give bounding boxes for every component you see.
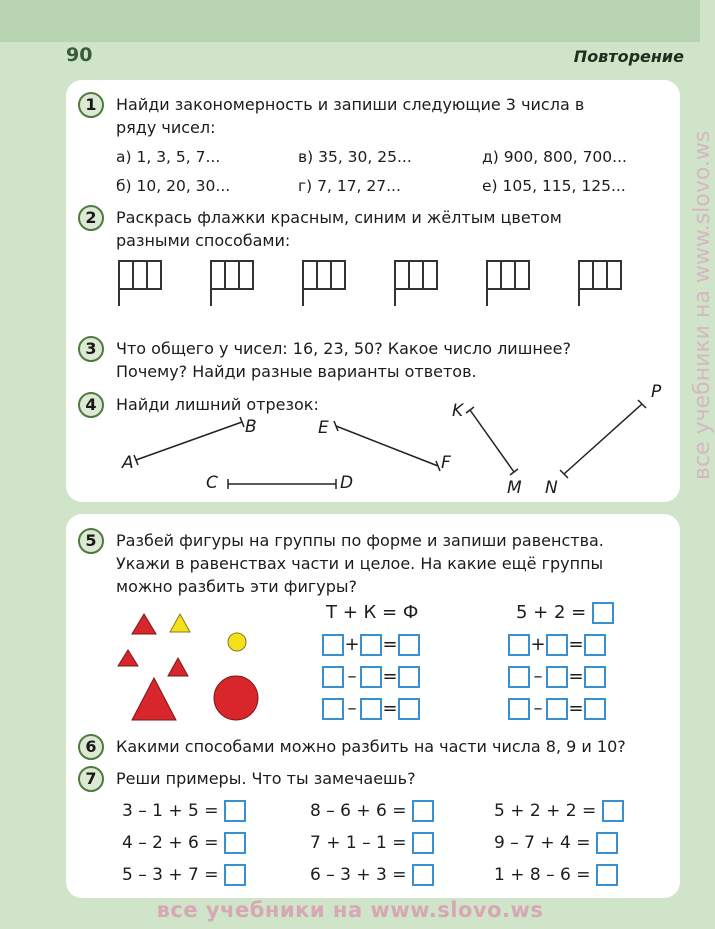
segment-ab <box>136 422 242 460</box>
page-number: 90 <box>66 44 93 66</box>
task1-seq-b: б) 10, 20, 30... <box>116 177 231 195</box>
answer-box[interactable] <box>322 698 344 720</box>
task1-seq-a: а) 1, 3, 5, 7... <box>116 148 221 166</box>
answer-box[interactable] <box>508 666 530 688</box>
example-4 <box>310 800 434 822</box>
answer-box[interactable] <box>398 698 420 720</box>
task-number-5: 5 <box>78 528 104 554</box>
answer-box[interactable] <box>584 634 606 656</box>
example-3 <box>122 864 246 886</box>
answer-box[interactable] <box>592 602 614 624</box>
small-red-triangle-1 <box>132 614 156 634</box>
task5-text-line1: Разбей фигуры на группы по форме и запиши равенства. <box>116 531 604 550</box>
answer-box[interactable] <box>508 698 530 720</box>
answer-box[interactable] <box>398 666 420 688</box>
equation-row-1a: + = <box>322 634 420 656</box>
answer-box[interactable] <box>224 832 246 854</box>
equation-row-3a: – = <box>322 698 420 720</box>
task1-seq-d: д) 900, 800, 700... <box>482 148 627 166</box>
answer-box[interactable] <box>412 800 434 822</box>
task3-text-line2: Почему? Найди разные варианты ответов. <box>116 362 477 381</box>
page-header-bar <box>0 0 700 42</box>
example-text: 5 – 3 + 7 = <box>122 865 219 885</box>
watermark-side: все учебники на www.slovo.ws <box>690 130 715 480</box>
label-m: M <box>507 478 522 498</box>
task-number-2: 2 <box>78 205 104 231</box>
answer-box[interactable] <box>224 864 246 886</box>
task-number-6: 6 <box>78 734 104 760</box>
example-text: 6 – 3 + 3 = <box>310 865 407 885</box>
label-b: B <box>245 417 257 437</box>
answer-box[interactable] <box>508 634 530 656</box>
example-text: 1 + 8 – 6 = <box>494 865 591 885</box>
task-number-3: 3 <box>78 336 104 362</box>
label-f: F <box>441 453 451 473</box>
answer-box[interactable] <box>322 634 344 656</box>
answer-box[interactable] <box>546 698 568 720</box>
example-2 <box>122 832 246 854</box>
example-5 <box>310 832 434 854</box>
label-c: C <box>206 473 218 493</box>
example-8 <box>494 832 618 854</box>
task-number-4: 4 <box>78 392 104 418</box>
task5-text-line2: Укажи в равенствах части и целое. На какие ещё группы <box>116 554 604 573</box>
equation-row-3b: – = <box>508 698 606 720</box>
task1-seq-v: в) 35, 30, 25... <box>298 148 412 166</box>
answer-box[interactable] <box>412 832 434 854</box>
answer-box[interactable] <box>398 634 420 656</box>
answer-box[interactable] <box>596 864 618 886</box>
label-k: K <box>452 401 464 421</box>
label-a: A <box>122 453 134 473</box>
answer-box[interactable] <box>224 800 246 822</box>
answer-box[interactable] <box>602 800 624 822</box>
segment-ef <box>336 426 438 466</box>
answer-box[interactable] <box>584 698 606 720</box>
task1-seq-e: е) 105, 115, 125... <box>482 177 626 195</box>
answer-box[interactable] <box>412 864 434 886</box>
task2-text-line2: разными способами: <box>116 231 291 250</box>
small-red-triangle-3 <box>168 658 188 676</box>
formula-numbers <box>516 602 614 624</box>
answer-box[interactable] <box>596 832 618 854</box>
task-number-1: 1 <box>78 92 104 118</box>
example-6 <box>310 864 434 886</box>
small-red-triangle-2 <box>118 650 138 666</box>
answer-box[interactable] <box>546 666 568 688</box>
task1-text-line2: ряду чисел: <box>116 118 216 137</box>
task2-text-line1: Раскрась флажки красным, синим и жёлтым цветом <box>116 208 562 227</box>
example-text: 3 – 1 + 5 = <box>122 801 219 821</box>
big-red-circle <box>214 676 258 720</box>
segment-km <box>470 410 514 472</box>
answer-box[interactable] <box>322 666 344 688</box>
task3-text-line1: Что общего у чисел: 16, 23, 50? Какое число лишнее? <box>116 339 571 358</box>
task6-text-line1: Какими способами можно разбить на части числа 8, 9 и 10? <box>116 737 626 756</box>
example-text: 9 – 7 + 4 = <box>494 833 591 853</box>
example-text: 7 + 1 – 1 = <box>310 833 407 853</box>
answer-box[interactable] <box>360 634 382 656</box>
example-1 <box>122 800 246 822</box>
example-text: 4 – 2 + 6 = <box>122 833 219 853</box>
answer-box[interactable] <box>360 698 382 720</box>
segments-figure <box>66 380 680 500</box>
task1-text-line1: Найди закономерность и запиши следующие 3 числа в <box>116 95 585 114</box>
big-red-triangle <box>132 678 176 720</box>
task-number-7: 7 <box>78 766 104 792</box>
task5-text-line3: можно разбить эти фигуры? <box>116 577 357 596</box>
answer-box[interactable] <box>546 634 568 656</box>
task1-seq-g: г) 7, 17, 27... <box>298 177 401 195</box>
equation-row-2b: – = <box>508 666 606 688</box>
example-7 <box>494 800 624 822</box>
task4-text-line1: Найди лишний отрезок: <box>116 395 319 414</box>
example-text: 5 + 2 + 2 = <box>494 801 597 821</box>
small-yellow-circle <box>228 633 246 651</box>
label-e: E <box>318 418 329 438</box>
answer-box[interactable] <box>584 666 606 688</box>
equation-row-2a: – = <box>322 666 420 688</box>
formula-numbers-text: 5 + 2 = <box>516 602 587 623</box>
label-p: P <box>651 382 662 402</box>
formula-letters: Т + К = Ф <box>326 602 419 623</box>
watermark-footer: все учебники на www.slovo.ws <box>156 898 544 922</box>
shapes-figure <box>110 606 280 726</box>
section-title: Повторение <box>573 47 684 66</box>
task7-text-line1: Реши примеры. Что ты замечаешь? <box>116 769 416 788</box>
example-9 <box>494 864 618 886</box>
equation-row-1b: + = <box>508 634 606 656</box>
example-text: 8 – 6 + 6 = <box>310 801 407 821</box>
label-n: N <box>545 478 558 498</box>
answer-box[interactable] <box>360 666 382 688</box>
small-yellow-triangle <box>170 614 190 632</box>
segment-np <box>564 404 642 474</box>
label-d: D <box>340 473 354 493</box>
